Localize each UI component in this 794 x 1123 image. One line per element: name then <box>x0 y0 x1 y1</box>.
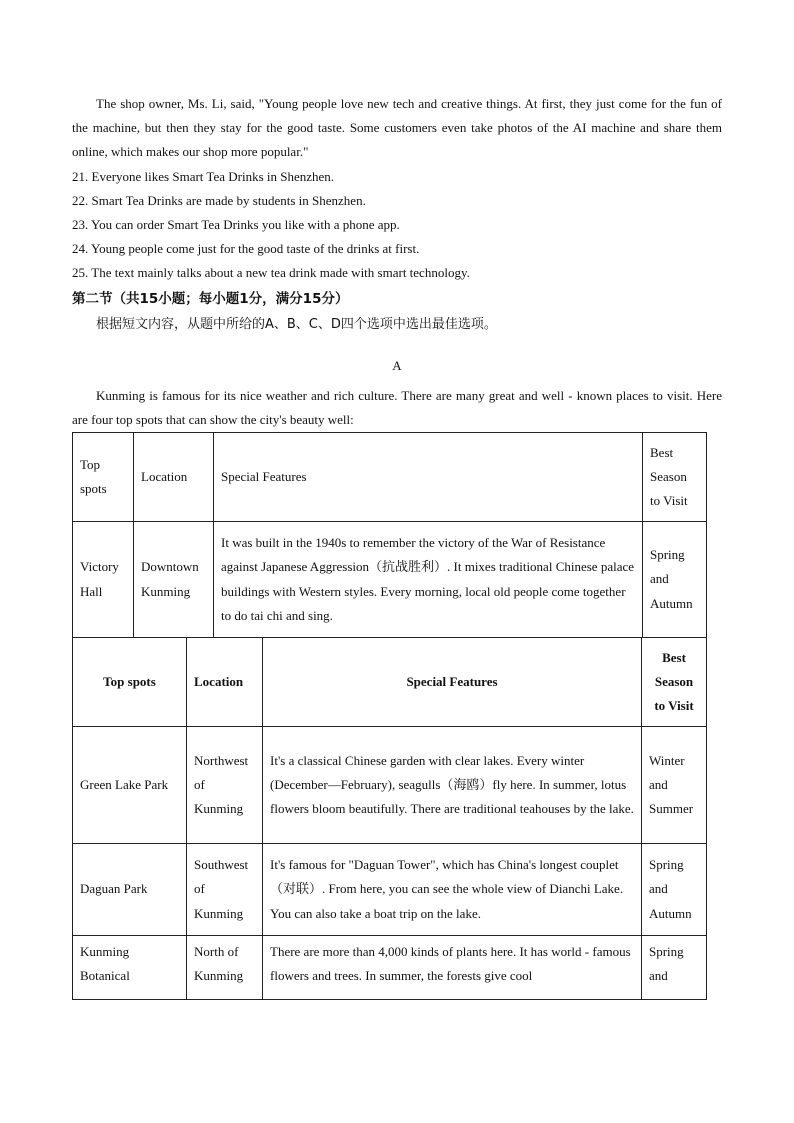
location-cell: North of Kunming <box>187 936 263 1000</box>
season-cell: Spring and <box>642 936 707 1000</box>
season-cell: Spring and Autumn <box>643 522 707 638</box>
header-cell: Location <box>187 638 263 727</box>
document-page <box>72 92 722 1000</box>
statement-25: 25. The text mainly talks about a new tea drink made with smart technology. <box>72 265 470 281</box>
spot-name-cell: Kunming Botanical <box>73 936 187 1000</box>
location-cell: Northwest of Kunming <box>187 727 263 844</box>
table-row <box>73 727 707 844</box>
spots-table-bold <box>72 637 707 1000</box>
spot-name-cell: Green Lake Park <box>73 727 187 844</box>
table-row <box>73 522 707 638</box>
table-header-row <box>73 638 707 727</box>
passage-ending: The shop owner, Ms. Li, said, "Young people love new tech and creative things. At first, they just come for the fun of the machine, but then they stay for the good taste. Some customers even take photos of the AI machine and share them online, which makes our shop more popular." <box>72 96 722 160</box>
features-cell: It's famous for "Daguan Tower", which has China's longest couplet（对联）. From here, you can see the whole view of Dianchi Lake. You can also take a boat trip on the lake. <box>263 844 642 936</box>
table-row <box>73 844 707 936</box>
season-cell: Spring and Autumn <box>642 844 707 936</box>
season-cell: Winter and Summer <box>642 727 707 844</box>
header-cell: Special Features <box>263 638 642 727</box>
spot-name-cell: Daguan Park <box>73 844 187 936</box>
spots-table-plain <box>72 432 707 638</box>
header-cell: Best Season to Visit <box>642 638 707 727</box>
header-cell: Best Season to Visit <box>643 433 707 522</box>
header-cell: Special Features <box>214 433 643 522</box>
section-heading: 第二节（共15小题；每小题1分，满分15分） <box>72 290 349 307</box>
features-cell: It's a classical Chinese garden with clear lakes. Every winter (December—February), seagulls（海鸥）fly here. In summer, lotus flowers bloom beautifully. There are traditional teahouses by the lake. <box>263 727 642 844</box>
table-row <box>73 936 707 1000</box>
header-cell: Top spots <box>73 433 134 522</box>
header-cell: Location <box>134 433 214 522</box>
statements-list <box>72 165 722 286</box>
location-cell: Downtown Kunming <box>134 522 214 638</box>
spot-name-cell: Victory Hall <box>73 522 134 638</box>
features-cell: It was built in the 1940s to remember the victory of the War of Resistance against Japanese Aggression（抗战胜利）. It mixes traditional Chinese palace buildings with Western styles. Every morning, local old people come together to do tai chi and sing. <box>214 522 643 638</box>
passage-intro: Kunming is famous for its nice weather and rich culture. There are many great and well - known places to visit. Here are four top spots that can show the city's beauty well: <box>72 387 722 427</box>
statement-23: 23. You can order Smart Tea Drinks you like with a phone app. <box>72 217 400 233</box>
statement-24: 24. Young people come just for the good taste of the drinks at first. <box>72 241 420 257</box>
passage-label: A <box>392 357 402 373</box>
features-cell: There are more than 4,000 kinds of plants here. It has world - famous flowers and trees. In summer, the forests give cool <box>263 936 642 1000</box>
statement-22: 22. Smart Tea Drinks are made by students in Shenzhen. <box>72 192 366 208</box>
table-header-row <box>73 433 707 522</box>
statement-21: 21. Everyone likes Smart Tea Drinks in Shenzhen. <box>72 168 335 184</box>
section-instruction: 根据短文内容，从题中所给的A、B、C、D四个选项中选出最佳选项。 <box>96 316 497 332</box>
location-cell: Southwest of Kunming <box>187 844 263 936</box>
header-cell: Top spots <box>73 638 187 727</box>
